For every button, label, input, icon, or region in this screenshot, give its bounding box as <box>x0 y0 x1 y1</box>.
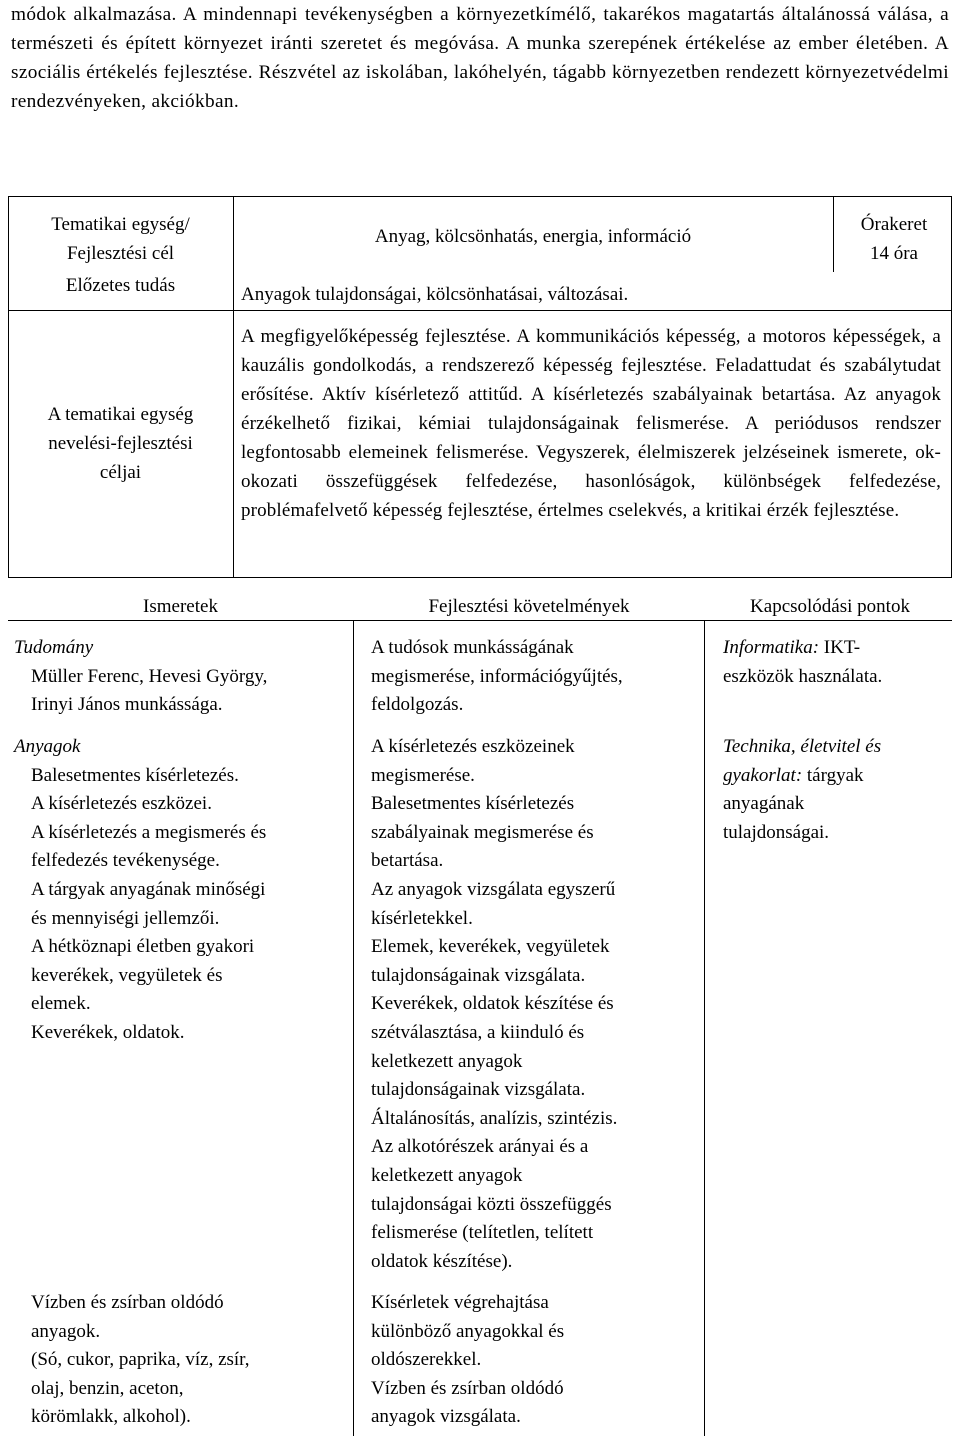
requirement-line: Balesetmentes kísérletezés <box>371 793 575 815</box>
link-subject: Informatika: <box>723 637 820 658</box>
goals-text: A megfigyelőképesség fejlesztése. A kommunikációs képesség, a motoros képességek, a kauzális gondolkodás, a rendszerező képesség fejlesztése. Feladattudat és szabálytudat erősítése. Aktív kísérletező attitűd. A kísérletezés szabályainak betartása. Az anyagok érzékelhető fizikai, kémiai tulajdonságainak felismerése. A periódusos rendszer legfontosabb elemeinek felismerése. Vegyszerek, élelmiszerek jelzéseinek ismerete, ok-okozati összefüggések felfedezése, hasonlóságok, különbségek felfedezése, problémafelvető képesség fejlesztése, értelmes cselekvés, a kritikai érzék fejlesztése. <box>241 326 941 521</box>
requirement-line: megismerése, információgyűjtés, <box>371 665 623 687</box>
requirements-section-materials <box>371 733 701 1276</box>
prior-knowledge-text: Anyagok tulajdonságai, kölcsönhatásai, változásai. <box>241 284 629 305</box>
knowledge-line: anyagok. <box>31 1320 101 1342</box>
link-subject: Technika, életvitel és <box>723 736 882 757</box>
hours-label: Órakeret <box>860 214 928 235</box>
section-title-materials: Anyagok <box>14 736 81 757</box>
knowledge-line: felfedezés tevékenysége. <box>31 850 220 872</box>
links-section-science <box>723 634 955 691</box>
table-col-divider <box>233 196 234 578</box>
requirement-line: Kísérletek végrehajtása <box>371 1292 549 1313</box>
requirement-line: A kísérletezés eszközeinek <box>371 736 575 757</box>
knowledge-section-science <box>14 634 349 720</box>
requirement-line: feldolgozás. <box>371 694 464 716</box>
knowledge-line: A kísérletezés eszközei. <box>31 793 212 815</box>
table-border-bottom <box>8 577 952 578</box>
prior-knowledge-label: Előzetes tudás <box>65 275 176 296</box>
header-knowledge: Ismeretek <box>143 596 218 617</box>
link-text: IKT- <box>819 637 861 658</box>
knowledge-line: (Só, cukor, paprika, víz, zsír, <box>31 1349 250 1371</box>
knowledge-line: A kísérletezés a megismerés és <box>31 821 267 843</box>
header-links: Kapcsolódási pontok <box>750 596 910 617</box>
goals-label-line-1: A tematikai egység <box>47 404 194 425</box>
header-label-line-1: Tematikai egység/ <box>51 214 190 235</box>
requirement-line: A tudósok munkásságának <box>371 637 574 658</box>
requirement-line: tulajdonságainak vizsgálata. <box>371 1079 586 1101</box>
requirement-line: szabályainak megismerése és <box>371 821 594 843</box>
col-divider-2 <box>704 621 705 1436</box>
requirement-line: keletkezett anyagok <box>371 1164 523 1186</box>
knowledge-section-solubility <box>14 1289 349 1432</box>
hours-cell <box>836 210 952 268</box>
knowledge-line: elemek. <box>31 993 91 1015</box>
requirement-line: tulajdonságai közti összefüggés <box>371 1193 612 1215</box>
table-divider <box>8 310 952 311</box>
link-line <box>723 634 955 663</box>
intro-paragraph <box>11 0 949 116</box>
requirement-line: betartása. <box>371 850 444 872</box>
requirement-line: felismerése (telítetlen, telített <box>371 1222 594 1244</box>
intro-text: módok alkalmazása. A mindennapi tevékenységben a környezetkímélő, takarékos magatartás általánossá válása, a természeti és épített környezet iránti szeretet és megóvása. A munka szerepének értékelése az ember életében. A szociális értékelés fejlesztése. Részvétel az iskolában, lakóhelyén, tágabb környezetben rendezett környezetvédelmi rendezvényeken, akciókban. <box>11 4 949 112</box>
hours-value: 14 óra <box>869 243 918 264</box>
requirements-section-science <box>371 634 701 720</box>
goals-label-line-3: céljai <box>99 462 142 483</box>
header-requirements: Fejlesztési követelmények <box>428 596 630 617</box>
table-border-top <box>8 196 952 197</box>
knowledge-line: A tárgyak anyagának minőségi <box>31 878 266 900</box>
requirement-line: Elemek, keverékek, vegyületek <box>371 936 610 958</box>
link-line: eszközök használata. <box>723 665 883 687</box>
requirement-line: keletkezett anyagok <box>371 1050 523 1072</box>
requirement-line: különböző anyagokkal és <box>371 1320 565 1342</box>
goals-label-line-2: nevelési-fejlesztési <box>48 433 193 454</box>
unit-header-label <box>8 210 233 268</box>
requirement-line: tulajdonságainak vizsgálata. <box>371 964 586 986</box>
link-text: tárgyak <box>802 764 864 786</box>
knowledge-line: olaj, benzin, aceton, <box>31 1377 184 1399</box>
knowledge-section-materials <box>14 733 349 1048</box>
knowledge-line: Keverékek, oldatok. <box>31 1021 185 1043</box>
link-line: tulajdonságai. <box>723 821 830 843</box>
knowledge-line: Müller Ferenc, Hevesi György, <box>31 665 268 687</box>
requirement-line: Keverékek, oldatok készítése és <box>371 993 614 1015</box>
requirement-line: megismerése. <box>371 764 475 786</box>
hours-col-divider <box>833 196 834 272</box>
requirement-line: Vízben és zsírban oldódó <box>371 1377 564 1399</box>
knowledge-line: Vízben és zsírban oldódó <box>31 1292 224 1313</box>
link-subject: gyakorlat: <box>723 764 803 786</box>
goals-label <box>8 400 233 487</box>
links-section-materials <box>723 733 955 847</box>
knowledge-line: A hétköznapi életben gyakori <box>31 936 255 958</box>
requirement-line: Az alkotórészek arányai és a <box>371 1136 589 1158</box>
knowledge-line: Irinyi János munkássága. <box>31 694 223 716</box>
header-label-line-2: Fejlesztési cél <box>66 243 175 264</box>
knowledge-line: keverékek, vegyületek és <box>31 964 223 986</box>
requirement-line: oldatok készítése). <box>371 1250 513 1272</box>
requirement-line: szétválasztása, a kiinduló és <box>371 1021 585 1043</box>
unit-topic: Anyag, kölcsönhatás, energia, információ <box>374 226 692 247</box>
requirement-line: Az anyagok vizsgálata egyszerű <box>371 878 616 900</box>
requirement-line: oldószerekkel. <box>371 1349 482 1371</box>
link-line: anyagának <box>723 793 805 815</box>
section-title-science: Tudomány <box>14 637 94 658</box>
requirements-section-solubility <box>371 1289 701 1432</box>
requirement-line: Általánosítás, analízis, szintézis. <box>371 1107 618 1129</box>
knowledge-line: körömlakk, alkohol). <box>31 1406 191 1428</box>
requirement-line: anyagok vizsgálata. <box>371 1406 521 1428</box>
link-line <box>723 762 955 791</box>
knowledge-line: Balesetmentes kísérletezés. <box>31 764 239 786</box>
col-divider-1 <box>353 621 354 1436</box>
requirement-line: kísérletekkel. <box>371 907 473 929</box>
knowledge-line: és mennyiségi jellemzői. <box>31 907 220 929</box>
